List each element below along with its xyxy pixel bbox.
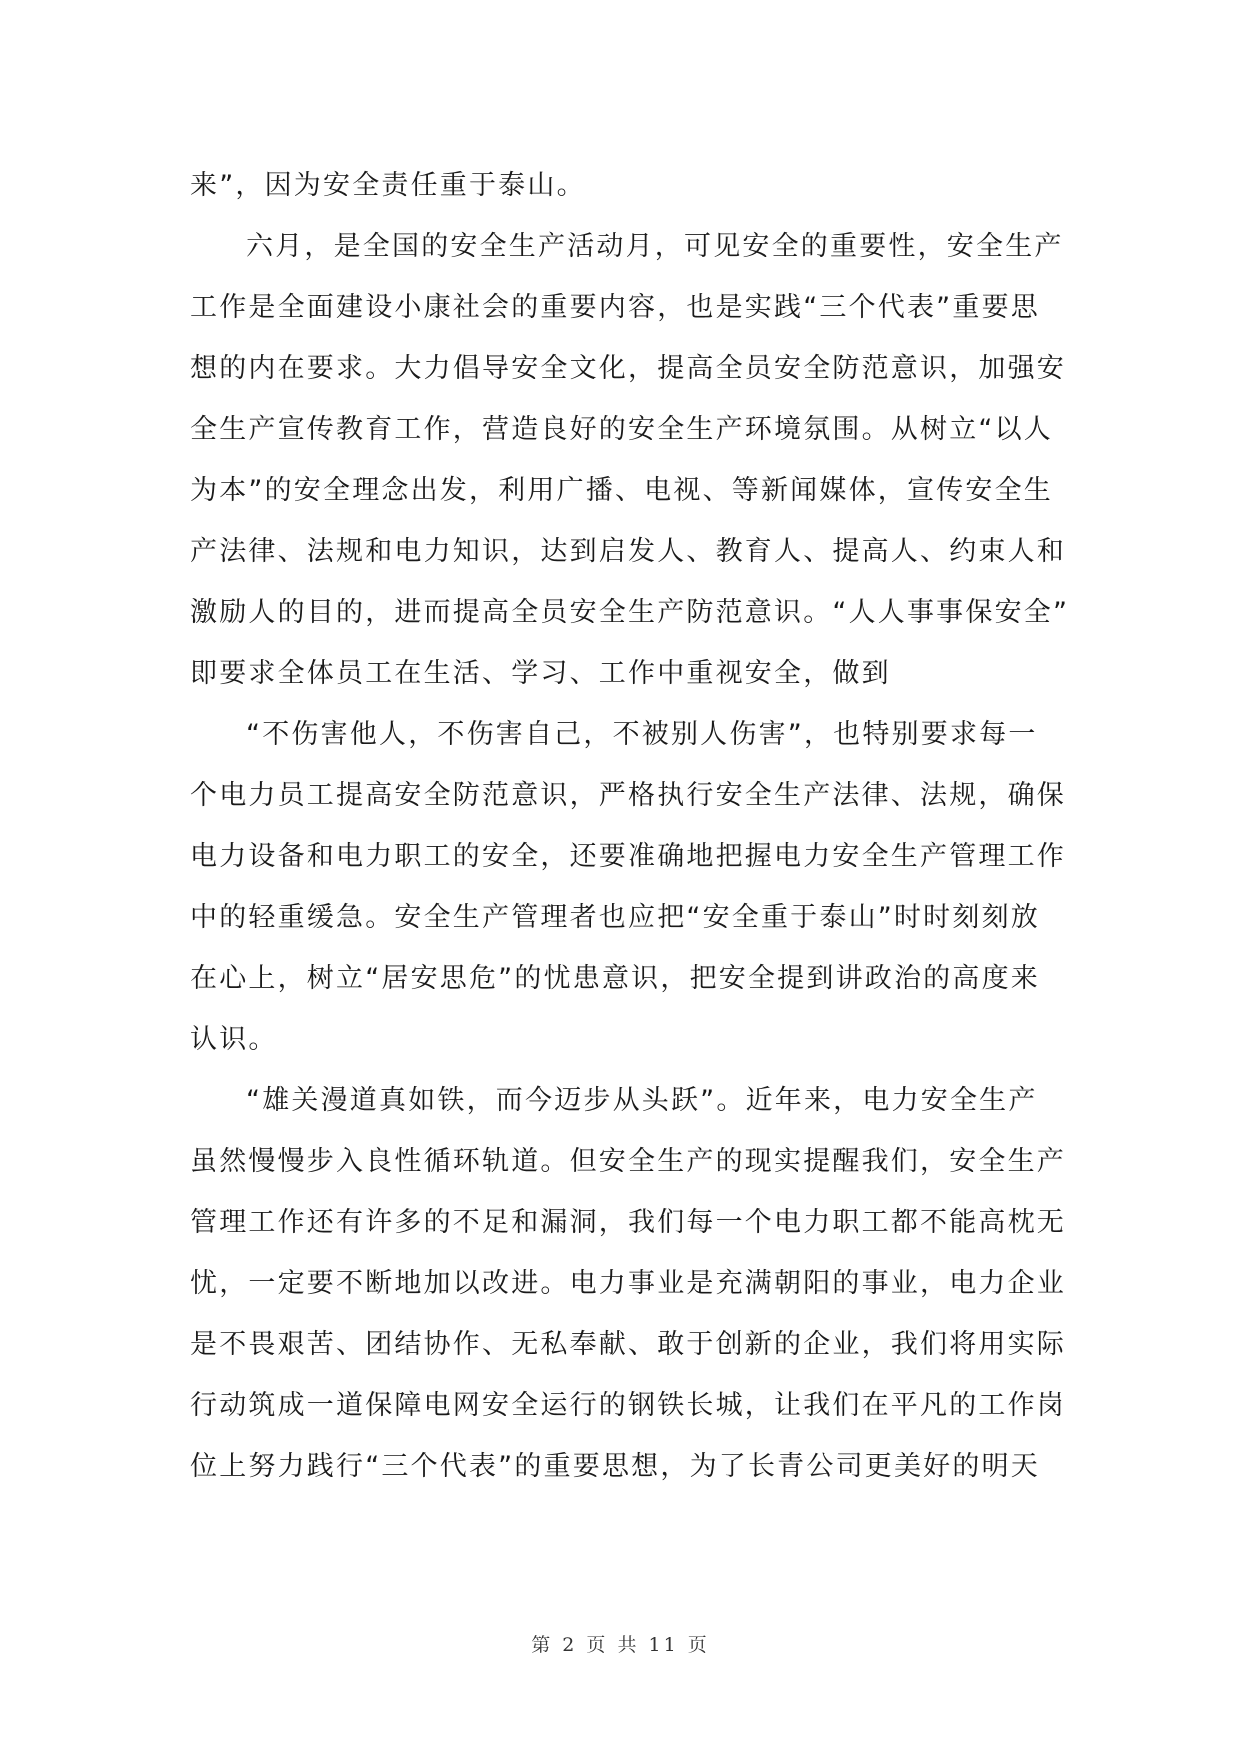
text-line-11: 个电力员工提高安全防范意识，严格执行安全生产法律、法规，确保: [190, 780, 1066, 811]
text-line-10: “不伤害他人，不伤害自己，不被别人伤害”，也特别要求每一: [246, 719, 1038, 750]
text-line-20: 是不畏艰苦、团结协作、无私奉献、敢于创新的企业，我们将用实际: [190, 1329, 1066, 1360]
text-line-6: 为本”的安全理念出发，利用广播、电视、等新闻媒体，宣传安全生: [190, 475, 1053, 506]
text-line-3: 工作是全面建设小康社会的重要内容，也是实践“三个代表”重要思: [190, 292, 1040, 323]
page-footer: 第 2 页 共 11 页: [531, 1634, 710, 1656]
text-line-15: 认识。: [190, 1024, 278, 1055]
text-line-13: 中的轻重缓急。安全生产管理者也应把“安全重于泰山”时时刻刻放: [190, 902, 1040, 933]
text-line-14: 在心上，树立“居安思危”的忧患意识，把安全提到讲政治的高度来: [190, 963, 1040, 994]
text-line-7: 产法律、法规和电力知识，达到启发人、教育人、提高人、约束人和: [190, 536, 1066, 567]
text-line-19: 忧，一定要不断地加以改进。电力事业是充满朝阳的事业，电力企业: [190, 1268, 1066, 1299]
text-line-2: 六月，是全国的安全生产活动月，可见安全的重要性，安全生产: [246, 231, 1064, 262]
text-line-16: “雄关漫道真如铁，而今迈步从头跃”。近年来，电力安全生产: [246, 1085, 1038, 1116]
text-line-5: 全生产宣传教育工作，营造良好的安全生产环境氛围。从树立“以人: [190, 414, 1053, 445]
text-line-17: 虽然慢慢步入良性循环轨道。但安全生产的现实提醒我们，安全生产: [190, 1146, 1066, 1177]
text-line-9: 即要求全体员工在生活、学习、工作中重视安全，做到: [190, 658, 891, 689]
text-line-1: 来”，因为安全责任重于泰山。: [190, 170, 586, 201]
text-line-8: 激励人的目的，进而提高全员安全生产防范意识。“人人事事保安全”: [190, 597, 1070, 628]
text-line-4: 想的内在要求。大力倡导安全文化，提高全员安全防范意识，加强安: [190, 353, 1066, 384]
document-body: [190, 155, 1070, 1497]
text-line-21: 行动筑成一道保障电网安全运行的钢铁长城，让我们在平凡的工作岗: [190, 1390, 1066, 1421]
text-line-22: 位上努力践行“三个代表”的重要思想，为了长青公司更美好的明天: [190, 1451, 1040, 1482]
text-line-12: 电力设备和电力职工的安全，还要准确地把握电力安全生产管理工作: [190, 841, 1066, 872]
text-line-18: 管理工作还有许多的不足和漏洞，我们每一个电力职工都不能高枕无: [190, 1207, 1066, 1238]
